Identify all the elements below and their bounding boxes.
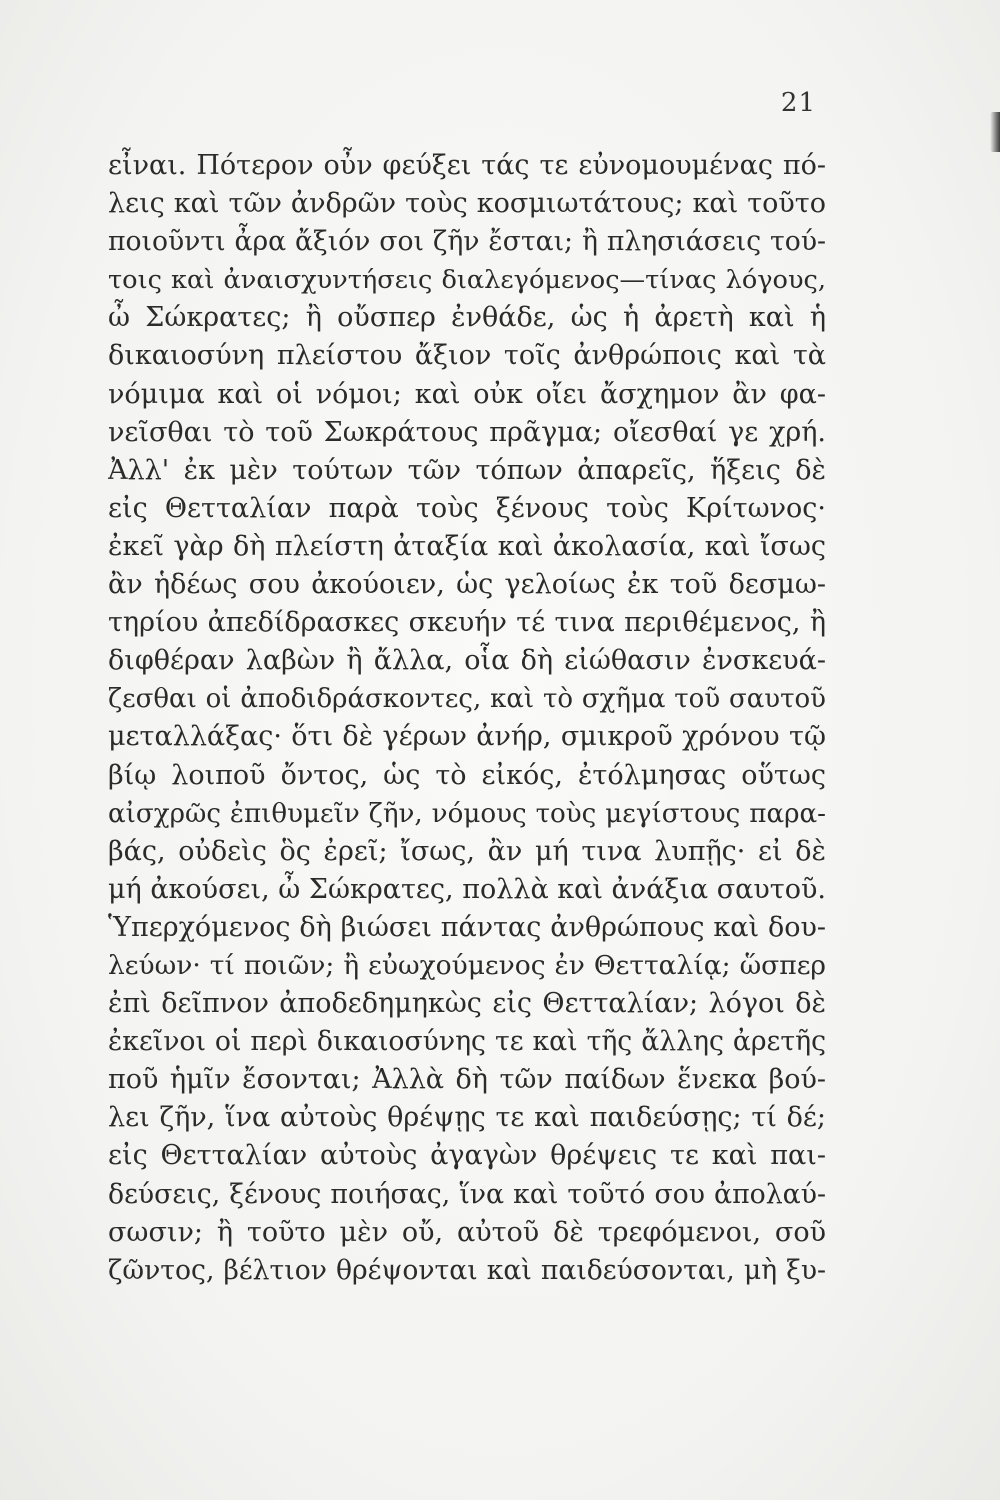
text-line: νεῖσθαι τὸ τοῦ Σωκράτους πρᾶγμα; οἴεσθαί γε χρή. [108, 416, 826, 448]
text-line: ζεσθαι οἱ ἀποδιδράσκοντες, καὶ τὸ σχῆμα τοῦ σαυτοῦ [108, 684, 826, 715]
text-line: βάς, οὐδεὶς ὃς ἐρεῖ; ἴσως, ἂν μή τινα λυπῇς· εἰ δὲ [108, 835, 826, 867]
text-line: διφθέραν λαβὼν ἢ ἄλλα, οἷα δὴ εἰώθασιν ἐνσκευά- [108, 645, 826, 677]
text-line: ἐκεῖνοι οἱ περὶ δικαιοσύνης τε καὶ τῆς ἄλλης ἀρετῆς [108, 1026, 826, 1058]
page-edge-shadow [990, 112, 1000, 152]
text-line: ποιοῦντι ἆρα ἄξιόν σοι ζῆν ἔσται; ἢ πλησιάσεις τού- [108, 226, 826, 258]
text-line: εἶναι. Πότερον οὖν φεύξει τάς τε εὐνομουμένας πό- [108, 150, 826, 181]
text-line: νόμιμα καὶ οἱ νόμοι; καὶ οὐκ οἴει ἄσχημον ἂν φα- [108, 378, 826, 410]
text-body [108, 147, 826, 1290]
text-line: ἐκεῖ γὰρ δὴ πλείστη ἀταξία καὶ ἀκολασία, καὶ ἴσως [108, 530, 826, 562]
text-line: λεύων· τί ποιῶν; ἢ εὐωχούμενος ἐν Θετταλίᾳ; ὥσπερ [108, 949, 826, 981]
text-line: λεις καὶ τῶν ἀνδρῶν τοὺς κοσμιωτάτους; καὶ τοῦτο [108, 188, 826, 220]
text-line: Ὑπερχόμενος δὴ βιώσει πάντας ἀνθρώπους καὶ δου- [108, 911, 826, 943]
text-line: ἂν ἡδέως σου ἀκούοιεν, ὡς γελοίως ἐκ τοῦ δεσμω- [108, 569, 826, 601]
text-line: μεταλλάξας· ὅτι δὲ γέρων ἀνήρ, σμικροῦ χρόνου τῷ [108, 721, 826, 753]
text-line: εἰς Θετταλίαν παρὰ τοὺς ξένους τοὺς Κρίτωνος· [108, 492, 826, 524]
text-line: δεύσεις, ξένους ποιήσας, ἵνα καὶ τοῦτό σου ἀπολαύ- [108, 1178, 826, 1210]
text-line: τηρίου ἀπεδίδρασκες σκευήν τέ τινα περιθέμενος, ἢ [108, 607, 826, 639]
text-line: λει ζῆν, ἵνα αὐτοὺς θρέψῃς τε καὶ παιδεύσῃς; τί δέ; [108, 1102, 826, 1134]
text-line: σωσιν; ἢ τοῦτο μὲν οὔ, αὐτοῦ δὲ τρεφόμενοι, σοῦ [108, 1216, 826, 1248]
text-line: ποῦ ἡμῖν ἔσονται; Ἀλλὰ δὴ τῶν παίδων ἕνεκα βού- [108, 1064, 826, 1096]
page-number: 21 [780, 88, 816, 118]
text-line: Ἀλλ' ἐκ μὲν τούτων τῶν τόπων ἀπαρεῖς, ἥξεις δὲ [108, 454, 826, 486]
text-line: βίῳ λοιποῦ ὄντος, ὡς τὸ εἰκός, ἐτόλμησας οὕτως [108, 759, 826, 791]
text-line: ὦ Σώκρατες; ἢ οὔσπερ ἐνθάδε, ὡς ἡ ἀρετὴ καὶ ἡ [108, 302, 826, 334]
text-line: εἰς Θετταλίαν αὐτοὺς ἀγαγὼν θρέψεις τε καὶ παι- [108, 1140, 826, 1172]
text-line: μή ἀκούσει, ὦ Σώκρατες, πολλὰ καὶ ἀνάξια σαυτοῦ. [108, 873, 826, 905]
text-line: τοις καὶ ἀναισχυντήσεις διαλεγόμενος—τίνας λόγους, [108, 265, 826, 296]
text-line: δικαιοσύνη πλείστου ἄξιον τοῖς ἀνθρώποις καὶ τὰ [108, 340, 826, 372]
text-line: αἰσχρῶς ἐπιθυμεῖν ζῆν, νόμους τοὺς μεγίστους παρα- [108, 798, 826, 829]
text-line: ζῶντος, βέλτιον θρέψονται καὶ παιδεύσονται, μὴ ξυ- [108, 1254, 826, 1286]
text-line: ἐπὶ δεῖπνον ἀποδεδημηκὼς εἰς Θετταλίαν; λόγοι δὲ [108, 988, 826, 1020]
